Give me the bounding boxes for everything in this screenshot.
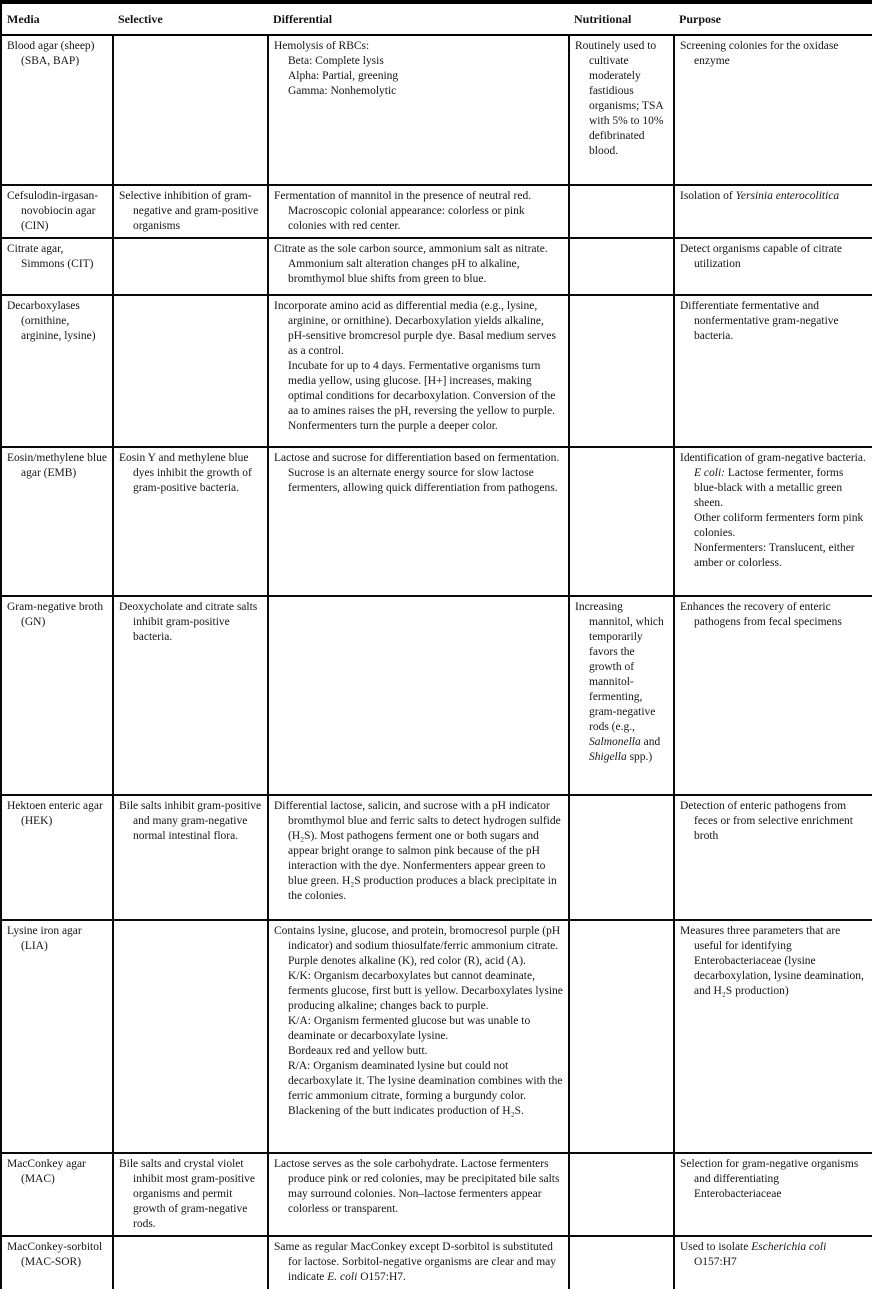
cell-paragraph: R/A: Organism deaminated lysine but could not decarboxylate it. The lysine deamination combines with the ferric ammonium citrate, forming a burgundy color. [288, 1060, 563, 1102]
nutritional-cell [569, 920, 674, 1153]
cell-paragraph: Contains lysine, glucose, and protein, bromocresol purple (pH indicator) and sodium thiosulfate/ferric ammonium citrate. Purple denotes alkaline (K), red color (R), acid (A). [274, 925, 561, 967]
media-cell [1, 238, 113, 295]
differential-cell [268, 35, 569, 185]
selective-cell [113, 795, 268, 920]
cell-paragraph: Decarboxylases (ornithine, arginine, lysine) [7, 300, 96, 342]
column-header-selective: Selective [113, 2, 268, 35]
table-row [1, 795, 872, 920]
header-row [1, 2, 872, 35]
table-row [1, 185, 872, 238]
table-row [1, 35, 872, 185]
purpose-cell [674, 238, 872, 295]
table-row [1, 596, 872, 795]
nutritional-cell [569, 295, 674, 447]
purpose-cell [674, 596, 872, 795]
selective-cell [113, 1153, 268, 1236]
selective-cell [113, 1236, 268, 1289]
table-row [1, 920, 872, 1153]
cell-paragraph: Lactose serves as the sole carbohydrate. Lactose fermenters produce pink or red colonies, may be precipitated bile salts may surround colonies. Non–lactose fermenters appear colorless or transparent. [274, 1158, 560, 1215]
media-cell [1, 447, 113, 596]
media-table-body [1, 35, 872, 1289]
cell-paragraph: Gamma: Nonhemolytic [288, 85, 397, 97]
column-header-media: Media [1, 2, 113, 35]
cell-paragraph: Differential lactose, salicin, and sucrose with a pH indicator bromthymol blue and ferric salts to detect hydrogen sulfide (H₂S). Most pathogens ferment one or both sugars and appear bright orange to salmon pink because of the pH interaction with the dye. Nonfermenters appear green to blue green. H₂S production produces a black precipitate in the colonies. [274, 800, 561, 902]
cell-paragraph: Selection for gram-negative organisms and differentiating Enterobacteriaceae [680, 1158, 859, 1200]
purpose-cell [674, 1236, 872, 1289]
cell-paragraph: Routinely used to cultivate moderately fastidious organisms; TSA with 5% to 10% defibrinated blood. [575, 40, 664, 157]
cell-paragraph: Nonfermenters: Translucent, either amber or colorless. [694, 542, 855, 569]
table-row [1, 238, 872, 295]
cell-paragraph: Identification of gram-negative bacteria. [680, 452, 866, 464]
table-row [1, 447, 872, 596]
cell-paragraph: Gram-negative broth (GN) [7, 601, 104, 628]
differential-cell [268, 295, 569, 447]
nutritional-cell [569, 596, 674, 795]
differential-cell [268, 920, 569, 1153]
differential-cell [268, 447, 569, 596]
nutritional-cell [569, 795, 674, 920]
media-cell [1, 1236, 113, 1289]
nutritional-cell [569, 1236, 674, 1289]
cell-paragraph: MacConkey agar (MAC) [7, 1158, 86, 1185]
nutritional-cell [569, 35, 674, 185]
media-cell [1, 795, 113, 920]
cell-paragraph: Screening colonies for the oxidase enzyme [680, 40, 839, 67]
cell-paragraph: Deoxycholate and citrate salts inhibit gram-positive bacteria. [119, 601, 258, 643]
media-cell [1, 35, 113, 185]
media-cell [1, 1153, 113, 1236]
nutritional-cell [569, 185, 674, 238]
cell-paragraph: Cefsulodin-irgasan-novobiocin agar (CIN) [7, 190, 99, 232]
table-row [1, 1153, 872, 1236]
cell-paragraph: Differentiate fermentative and nonfermentative gram-negative bacteria. [680, 300, 839, 342]
cell-paragraph: Alpha: Partial, greening [288, 70, 399, 82]
cell-paragraph: Incubate for up to 4 days. Fermentative organisms turn media yellow, using glucose. [H+] increases, making optimal conditions for decarboxylation. Conversion of the aa to amines raises the pH, reversing the yellow to purple. Nonfermenters turn the purple a deeper color. [288, 360, 556, 432]
cell-paragraph: E coli: Lactose fermenter, forms blue-black with a metallic green sheen. [694, 467, 844, 509]
selective-cell [113, 920, 268, 1153]
cell-paragraph: Eosin/methylene blue agar (EMB) [7, 452, 107, 479]
purpose-cell [674, 185, 872, 238]
selective-cell [113, 596, 268, 795]
cell-paragraph: Citrate as the sole carbon source, ammonium salt as nitrate. [274, 243, 548, 255]
cell-paragraph: Measures three parameters that are useful for identifying Enterobacteriaceae (lysine decarboxylation, lysine deamination, and H₂S production) [680, 925, 864, 997]
nutritional-cell [569, 1153, 674, 1236]
cell-paragraph: Lysine iron agar (LIA) [7, 925, 82, 952]
differential-cell [268, 185, 569, 238]
purpose-cell [674, 295, 872, 447]
purpose-cell [674, 447, 872, 596]
cell-paragraph: Fermentation of mannitol in the presence of neutral red. [274, 190, 532, 202]
cell-paragraph: Increasing mannitol, which temporarily favors the growth of mannitol-fermenting, gram-negative rods (e.g., Salmonella and Shigella spp.) [575, 601, 664, 763]
cell-paragraph: Macroscopic colonial appearance: colorless or pink colonies with red center. [288, 205, 525, 232]
differential-cell [268, 596, 569, 795]
selective-cell [113, 35, 268, 185]
table-header [1, 2, 872, 35]
cell-paragraph: Isolation of Yersinia enterocolitica [680, 190, 840, 202]
nutritional-cell [569, 447, 674, 596]
cell-paragraph: Other coliform fermenters form pink colonies. [694, 512, 864, 539]
cell-paragraph: Beta: Complete lysis [288, 55, 384, 67]
selective-cell [113, 295, 268, 447]
nutritional-cell [569, 238, 674, 295]
cell-paragraph: Bile salts and crystal violet inhibit most gram-positive organisms and permit growth of gram-negative rods. [119, 1158, 256, 1230]
selective-cell [113, 238, 268, 295]
purpose-cell [674, 920, 872, 1153]
selective-cell [113, 447, 268, 596]
purpose-cell [674, 795, 872, 920]
cell-paragraph: Blood agar (sheep) (SBA, BAP) [7, 40, 95, 67]
cell-paragraph: Blackening of the butt indicates production of H₂S. [288, 1105, 524, 1117]
cell-paragraph: Eosin Y and methylene blue dyes inhibit the growth of gram-positive bacteria. [119, 452, 252, 494]
column-header-nutritional: Nutritional [569, 2, 674, 35]
purpose-cell [674, 1153, 872, 1236]
differential-cell [268, 1236, 569, 1289]
cell-paragraph: Same as regular MacConkey except D-sorbitol is substituted for lactose. Sorbitol-negative organisms are clear and may indicate E. coli O157:H7. [274, 1241, 557, 1283]
differential-cell [268, 1153, 569, 1236]
differential-cell [268, 795, 569, 920]
purpose-cell [674, 35, 872, 185]
table-row [1, 295, 872, 447]
cell-paragraph: Enhances the recovery of enteric pathogens from fecal specimens [680, 601, 842, 628]
cell-paragraph: K/A: Organism fermented glucose but was unable to deaminate or decarboxylate lysine. [288, 1015, 531, 1042]
cell-paragraph: Hemolysis of RBCs: [274, 40, 370, 52]
media-cell [1, 596, 113, 795]
media-cell [1, 920, 113, 1153]
cell-paragraph: Bile salts inhibit gram-positive and many gram-negative normal intestinal flora. [119, 800, 262, 842]
column-header-differential: Differential [268, 2, 569, 35]
cell-paragraph: Citrate agar, Simmons (CIT) [7, 243, 94, 270]
cell-paragraph: Bordeaux red and yellow butt. [288, 1045, 428, 1057]
cell-paragraph: MacConkey-sorbitol (MAC-SOR) [7, 1241, 103, 1268]
cell-paragraph: Hektoen enteric agar (HEK) [7, 800, 103, 827]
table-row [1, 1236, 872, 1289]
cell-paragraph: Detect organisms capable of citrate utilization [680, 243, 842, 270]
selective-cell [113, 185, 268, 238]
column-header-purpose: Purpose [674, 2, 872, 35]
cell-paragraph: Ammonium salt alteration changes pH to alkaline, bromthymol blue shifts from green to blue. [288, 258, 520, 285]
cell-paragraph: Used to isolate Escherichia coli O157:H7 [680, 1241, 827, 1268]
media-cell [1, 295, 113, 447]
cell-paragraph: Incorporate amino acid as differential media (e.g., lysine, arginine, or ornithine). Decarboxylation yields alkaline, pH-sensitive bromcresol purple dye. Basal medium serves as a control. [274, 300, 556, 357]
cell-paragraph: Selective inhibition of gram-negative and gram-positive organisms [119, 190, 259, 232]
cell-paragraph: Detection of enteric pathogens from feces or from selective enrichment broth [680, 800, 854, 842]
media-cell [1, 185, 113, 238]
differential-cell [268, 238, 569, 295]
cell-paragraph: K/K: Organism decarboxylates but cannot deaminate, ferments glucose, first butt is yellow. Decarboxylates lysine producing alkaline; changes back to purple. [288, 970, 563, 1012]
cell-paragraph: Lactose and sucrose for differentiation based on fermentation. Sucrose is an alternate energy source for slow lactose fermenters, allowing quick differentiation from pathogens. [274, 452, 560, 494]
